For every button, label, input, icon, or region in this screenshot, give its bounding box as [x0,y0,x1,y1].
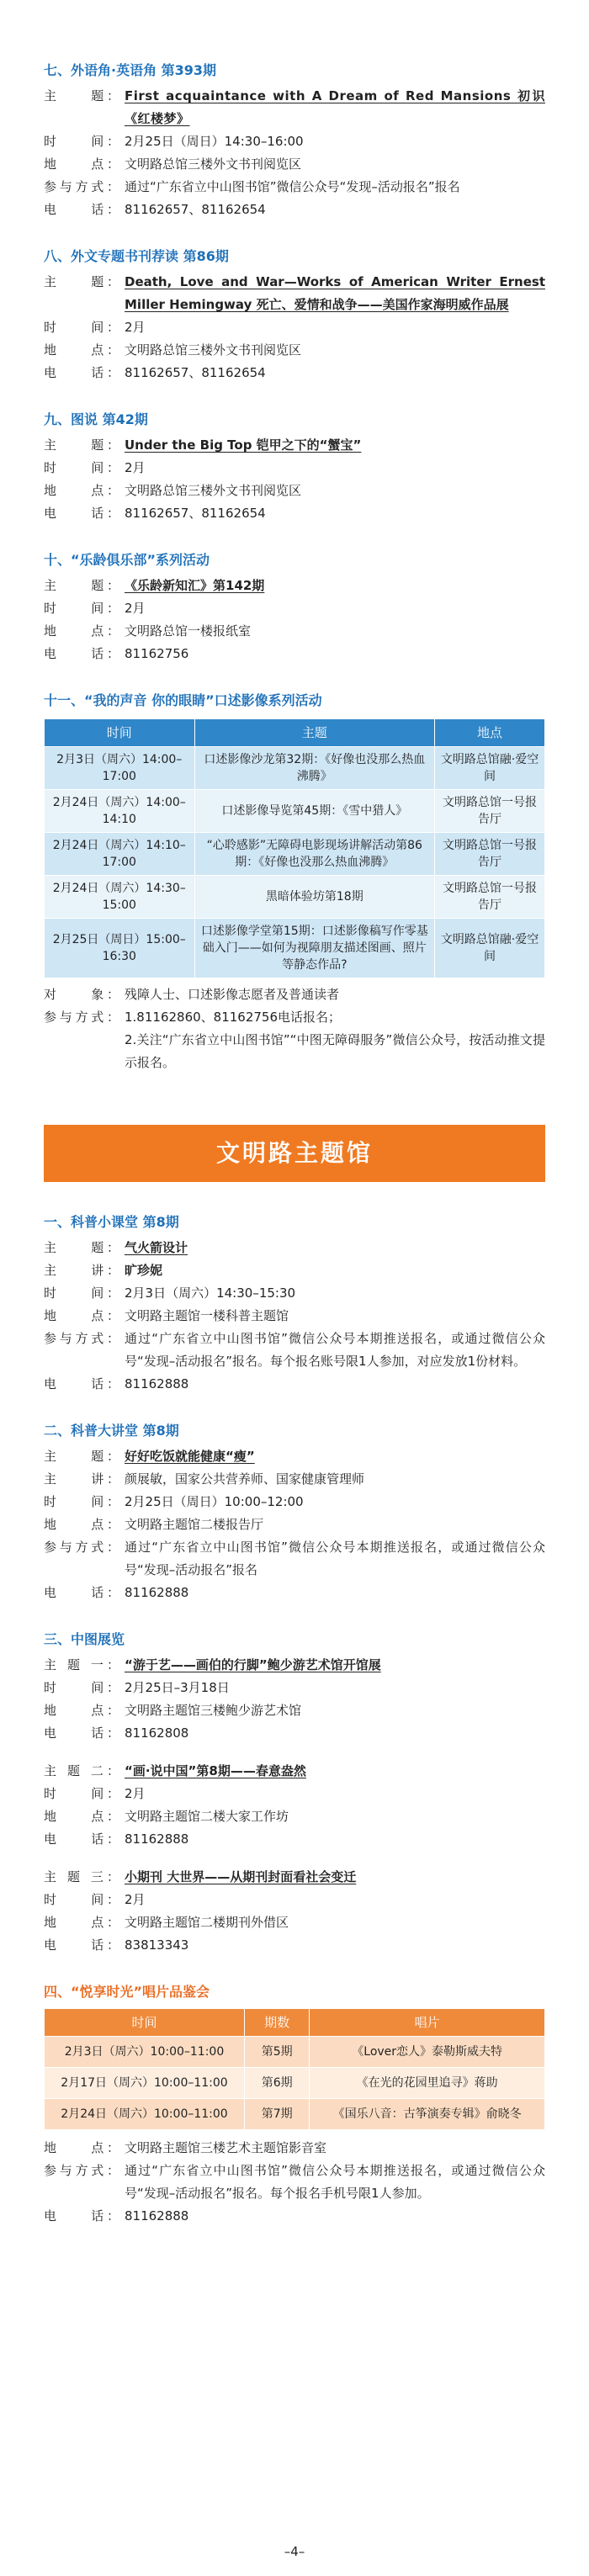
row-label: 电 话： [44,1376,119,1391]
section-heading: 四、“悦享时光”唱片品鉴会 [44,1984,210,2000]
row-value: 81162888 [125,1376,189,1391]
row-label: 地 点： [44,1915,119,1930]
row-value: 文明路总馆三楼外文书刊阅览区 [125,156,302,172]
row-label: 主 题： [44,274,119,289]
info-row [44,1760,545,1783]
section-heading: 三、中图展览 [44,1631,125,1647]
row-value: 文明路总馆三楼外文书刊阅览区 [125,342,302,358]
exhibition-group [44,1654,545,1745]
row-label: 电 话： [44,506,119,521]
row-label: 电 话： [44,365,119,380]
cell-place: 文明路总馆一号报告厅 [435,876,545,919]
row-value: 2月 [125,1786,146,1801]
info-row [44,1282,545,1305]
row-value: 通过“广东省立中山图书馆”微信公众号本期推送报名，或通过微信公众号“发现–活动报名”报名。每个报名手机号限1人参加。 [125,2163,545,2201]
row-label: 时 间： [44,1285,119,1301]
exhibition-group [44,1760,545,1851]
info-row [44,434,545,457]
column-header-issue: 期数 [245,2009,310,2037]
info-row [44,339,545,362]
row-label: 时 间： [44,460,119,475]
row-label: 时 间： [44,601,119,616]
row-label: 时 间： [44,1892,119,1907]
row-label: 时 间： [44,1680,119,1695]
info-row [44,1305,545,1328]
info-row [44,1654,545,1677]
speaker-name: 旷珍妮 [125,1263,163,1278]
row-label: 主 题 三： [44,1869,119,1884]
row-label: 主 讲： [44,1471,119,1487]
row-value: 颜展敏，国家公共营养师、国家健康管理师 [125,1471,365,1487]
event-title: “画·说中国”第8期——春意盎然 [125,1763,306,1778]
row-label: 地 点： [44,623,119,639]
row-value: 残障人士、口述影像志愿者及普通读者 [125,987,340,1002]
cell-time: 2月24日（周六）14:10–17:00 [45,833,195,876]
section-record-appreciation [44,1980,545,2228]
cell-issue: 第7期 [245,2099,310,2130]
info-row [44,362,545,384]
info-row [44,316,545,339]
event-title: Death, Love and War—Works of American Writer Ernest Miller Hemingway 死亡、爱情和战争——美国作家海明威作品展 [125,274,545,312]
cell-time: 2月24日（周六）10:00–11:00 [45,2099,245,2130]
info-row [44,457,545,480]
info-row [44,1373,545,1396]
info-row [44,1866,545,1889]
info-row [44,983,545,1006]
section-heading: 七、外语角·英语角 第393期 [44,62,217,78]
row-value: 2月 [125,460,146,475]
row-label: 电 话： [44,646,119,661]
info-row [44,1491,545,1513]
info-row [44,1677,545,1699]
cell-issue: 第6期 [245,2068,310,2099]
cell-time: 2月24日（周六）14:00–14:10 [45,790,195,833]
row-label: 地 点： [44,2140,119,2155]
row-value: 81162756 [125,646,189,661]
event-title: 好好吃饭就能健康“瘦” [125,1449,255,1464]
cell-topic: 口述影像学堂第15期：口述影像稿写作零基础入门——如何为视障朋友描述图画、照片等静态作品? [194,919,435,978]
row-value: 通过“广东省立中山图书馆”微信公众号“发现–活动报名”报名 [125,179,460,194]
row-label: 地 点： [44,1703,119,1718]
row-label: 参与方式： [44,1540,119,1555]
info-row [44,2205,545,2228]
table-row [45,2037,545,2068]
cell-issue: 第5期 [245,2037,310,2068]
row-label: 主 题 一： [44,1657,119,1672]
info-row [44,502,545,525]
column-header-time: 时间 [45,719,195,747]
row-value: 81162888 [125,1585,189,1600]
info-row [44,153,545,176]
row-value: 2月3日（周六）14:30–15:30 [125,1285,296,1301]
info-row [44,2160,545,2205]
section-heading: 九、图说 第42期 [44,411,148,427]
section-foreign-language-corner [44,59,545,221]
info-row [44,271,545,316]
section-exhibitions [44,1628,545,1957]
table-row [45,747,545,790]
row-label: 主 题： [44,1240,119,1255]
venue-banner: 文明路主题馆 [44,1125,545,1182]
info-row [44,199,545,221]
section-science-class [44,1211,545,1396]
row-label: 时 间： [44,1494,119,1509]
info-row [44,1911,545,1934]
row-value: 文明路主题馆二楼期刊外借区 [125,1915,289,1930]
row-label: 地 点： [44,1517,119,1532]
row-value: 2月 [125,601,146,616]
column-header-place: 地点 [435,719,545,747]
row-value: 2月 [125,320,146,335]
row-label: 地 点： [44,483,119,498]
cell-time: 2月17日（周六）10:00–11:00 [45,2068,245,2099]
info-row [44,1889,545,1911]
table-row [45,2099,545,2130]
row-label: 主 题： [44,1449,119,1464]
info-row [44,1513,545,1536]
table-row [45,876,545,919]
row-label: 主 题： [44,88,119,103]
cell-topic: 黑暗体验坊第18期 [194,876,435,919]
row-label: 时 间： [44,134,119,149]
section-audio-description [44,689,545,1074]
row-value: 81162657、81162654 [125,202,266,217]
row-value: 81162888 [125,2208,189,2224]
row-label: 地 点： [44,1308,119,1323]
info-row [44,1468,545,1491]
row-label: 主 题： [44,437,119,453]
column-header-topic: 主题 [194,719,435,747]
cell-place: 文明路总馆融·爱空间 [435,919,545,978]
row-label: 参与方式： [44,1331,119,1346]
info-row [44,1237,545,1259]
section-picture-talk [44,408,545,525]
info-row [44,1805,545,1828]
row-value: 81162808 [125,1725,189,1741]
row-label: 参与方式： [44,2163,119,2178]
row-value: 2月25日–3月18日 [125,1680,230,1695]
info-row [44,1259,545,1282]
event-title: 气火箭设计 [125,1240,188,1255]
cell-topic: 口述影像导览第45期：《雪中猎人》 [194,790,435,833]
info-row [44,1722,545,1745]
cell-place: 文明路总馆融·爱空间 [435,747,545,790]
row-label: 电 话： [44,2208,119,2224]
row-label: 主 讲： [44,1263,119,1278]
page-number: –4– [284,2544,305,2559]
info-row [44,597,545,620]
info-row [44,620,545,643]
row-label: 对 象： [44,987,119,1002]
row-value: 83813343 [125,1937,189,1953]
cell-time: 2月24日（周六）14:30–15:00 [45,876,195,919]
row-value: 2月25日（周日）14:30–16:00 [125,134,304,149]
cell-time: 2月3日（周六）10:00–11:00 [45,2037,245,2068]
row-value: 文明路主题馆三楼鲍少游艺术馆 [125,1703,302,1718]
column-header-record: 唱片 [310,2009,545,2037]
row-value: 文明路主题馆一楼科普主题馆 [125,1308,289,1323]
table-row [45,919,545,978]
section-heading: 二、科普大讲堂 第8期 [44,1423,179,1439]
join-item: 1.81162860、81162756电话报名； [125,1010,342,1025]
section-heading: 一、科普小课堂 第8期 [44,1214,179,1230]
info-row [44,1328,545,1373]
exhibition-group [44,1866,545,1957]
row-label: 参与方式： [44,179,119,194]
row-value: 文明路总馆一楼报纸室 [125,623,252,639]
cell-place: 文明路总馆一号报告厅 [435,833,545,876]
row-label: 主 题 二： [44,1763,119,1778]
join-item: 2.关注“广东省立中山图书馆”“中图无障碍服务”微信公众号，按活动推文提示报名。 [125,1032,545,1070]
row-label: 电 话： [44,1831,119,1847]
row-label: 时 间： [44,320,119,335]
info-row [44,176,545,199]
cell-time: 2月25日（周日）15:00–16:30 [45,919,195,978]
cell-time: 2月3日（周六）14:00–17:00 [45,747,195,790]
section-senior-club [44,549,545,665]
info-row [44,1934,545,1957]
section-foreign-book-recommend [44,245,545,384]
info-row [44,1536,545,1582]
event-title: “游于艺——画伯的行脚”鲍少游艺术馆开馆展 [125,1657,381,1672]
schedule-table [44,718,545,978]
info-row [44,130,545,153]
record-schedule-table [44,2008,545,2130]
info-row [44,1699,545,1722]
row-label: 电 话： [44,1937,119,1953]
row-value: 81162657、81162654 [125,365,266,380]
info-row [44,643,545,665]
table-row [45,790,545,833]
cell-place: 文明路总馆一号报告厅 [435,790,545,833]
info-row [44,575,545,597]
row-label: 地 点： [44,1809,119,1824]
join-list [125,1006,545,1074]
info-row [44,1828,545,1851]
section-heading: 十一、“我的声音 你的眼睛”口述影像系列活动 [44,692,322,708]
info-row [44,1006,545,1074]
row-value: 文明路主题馆二楼报告厅 [125,1517,264,1532]
row-value: 文明路主题馆三楼艺术主题馆影音室 [125,2140,327,2155]
row-label: 电 话： [44,1725,119,1741]
row-value: 81162888 [125,1831,189,1847]
info-row [44,2137,545,2160]
cell-topic: 口述影像沙龙第32期：《好像也没那么热血沸腾》 [194,747,435,790]
event-title: 小期刊 大世界——从期刊封面看社会变迁 [125,1869,357,1884]
table-row [45,2068,545,2099]
row-label: 电 话： [44,1585,119,1600]
event-title: Under the Big Top 铠甲之下的“蟹宝” [125,437,362,453]
event-title: 《乐龄新知汇》第142期 [125,578,265,593]
row-label: 地 点： [44,342,119,358]
section-science-lecture [44,1419,545,1604]
info-row [44,85,545,130]
info-row [44,1783,545,1805]
row-label: 地 点： [44,156,119,172]
row-value: 文明路总馆三楼外文书刊阅览区 [125,483,302,498]
section-heading: 八、外文专题书刊荐读 第86期 [44,248,229,264]
cell-topic: “心聆感影”无障碍电影现场讲解活动第86期：《好像也没那么热血沸腾》 [194,833,435,876]
row-value: 2月25日（周日）10:00–12:00 [125,1494,304,1509]
cell-record: 《国乐八音：古筝演奏专辑》俞晓冬 [310,2099,545,2130]
row-value: 81162657、81162654 [125,506,266,521]
info-row [44,1445,545,1468]
event-title: First acquaintance with A Dream of Red Mansions 初识《红楼梦》 [125,88,545,126]
row-value: 通过“广东省立中山图书馆”微信公众号本期推送报名，或通过微信公众号“发现–活动报名”报名 [125,1540,545,1577]
info-row [44,1582,545,1604]
section-heading: 十、“乐龄俱乐部”系列活动 [44,552,210,568]
row-value: 文明路主题馆二楼大家工作坊 [125,1809,289,1824]
row-label: 电 话： [44,202,119,217]
column-header-time: 时间 [45,2009,245,2037]
row-label: 时 间： [44,1786,119,1801]
table-row [45,833,545,876]
cell-record: 《在光的花园里追寻》蒋助 [310,2068,545,2099]
info-row [44,480,545,502]
row-value: 通过“广东省立中山图书馆”微信公众号本期推送报名，或通过微信公众号“发现–活动报名”报名。每个报名账号限1人参加，对应发放1份材料。 [125,1331,545,1369]
row-value: 2月 [125,1892,146,1907]
row-label: 主 题： [44,578,119,593]
cell-record: 《Lover恋人》泰勒斯威夫特 [310,2037,545,2068]
row-label: 参与方式： [44,1010,119,1025]
